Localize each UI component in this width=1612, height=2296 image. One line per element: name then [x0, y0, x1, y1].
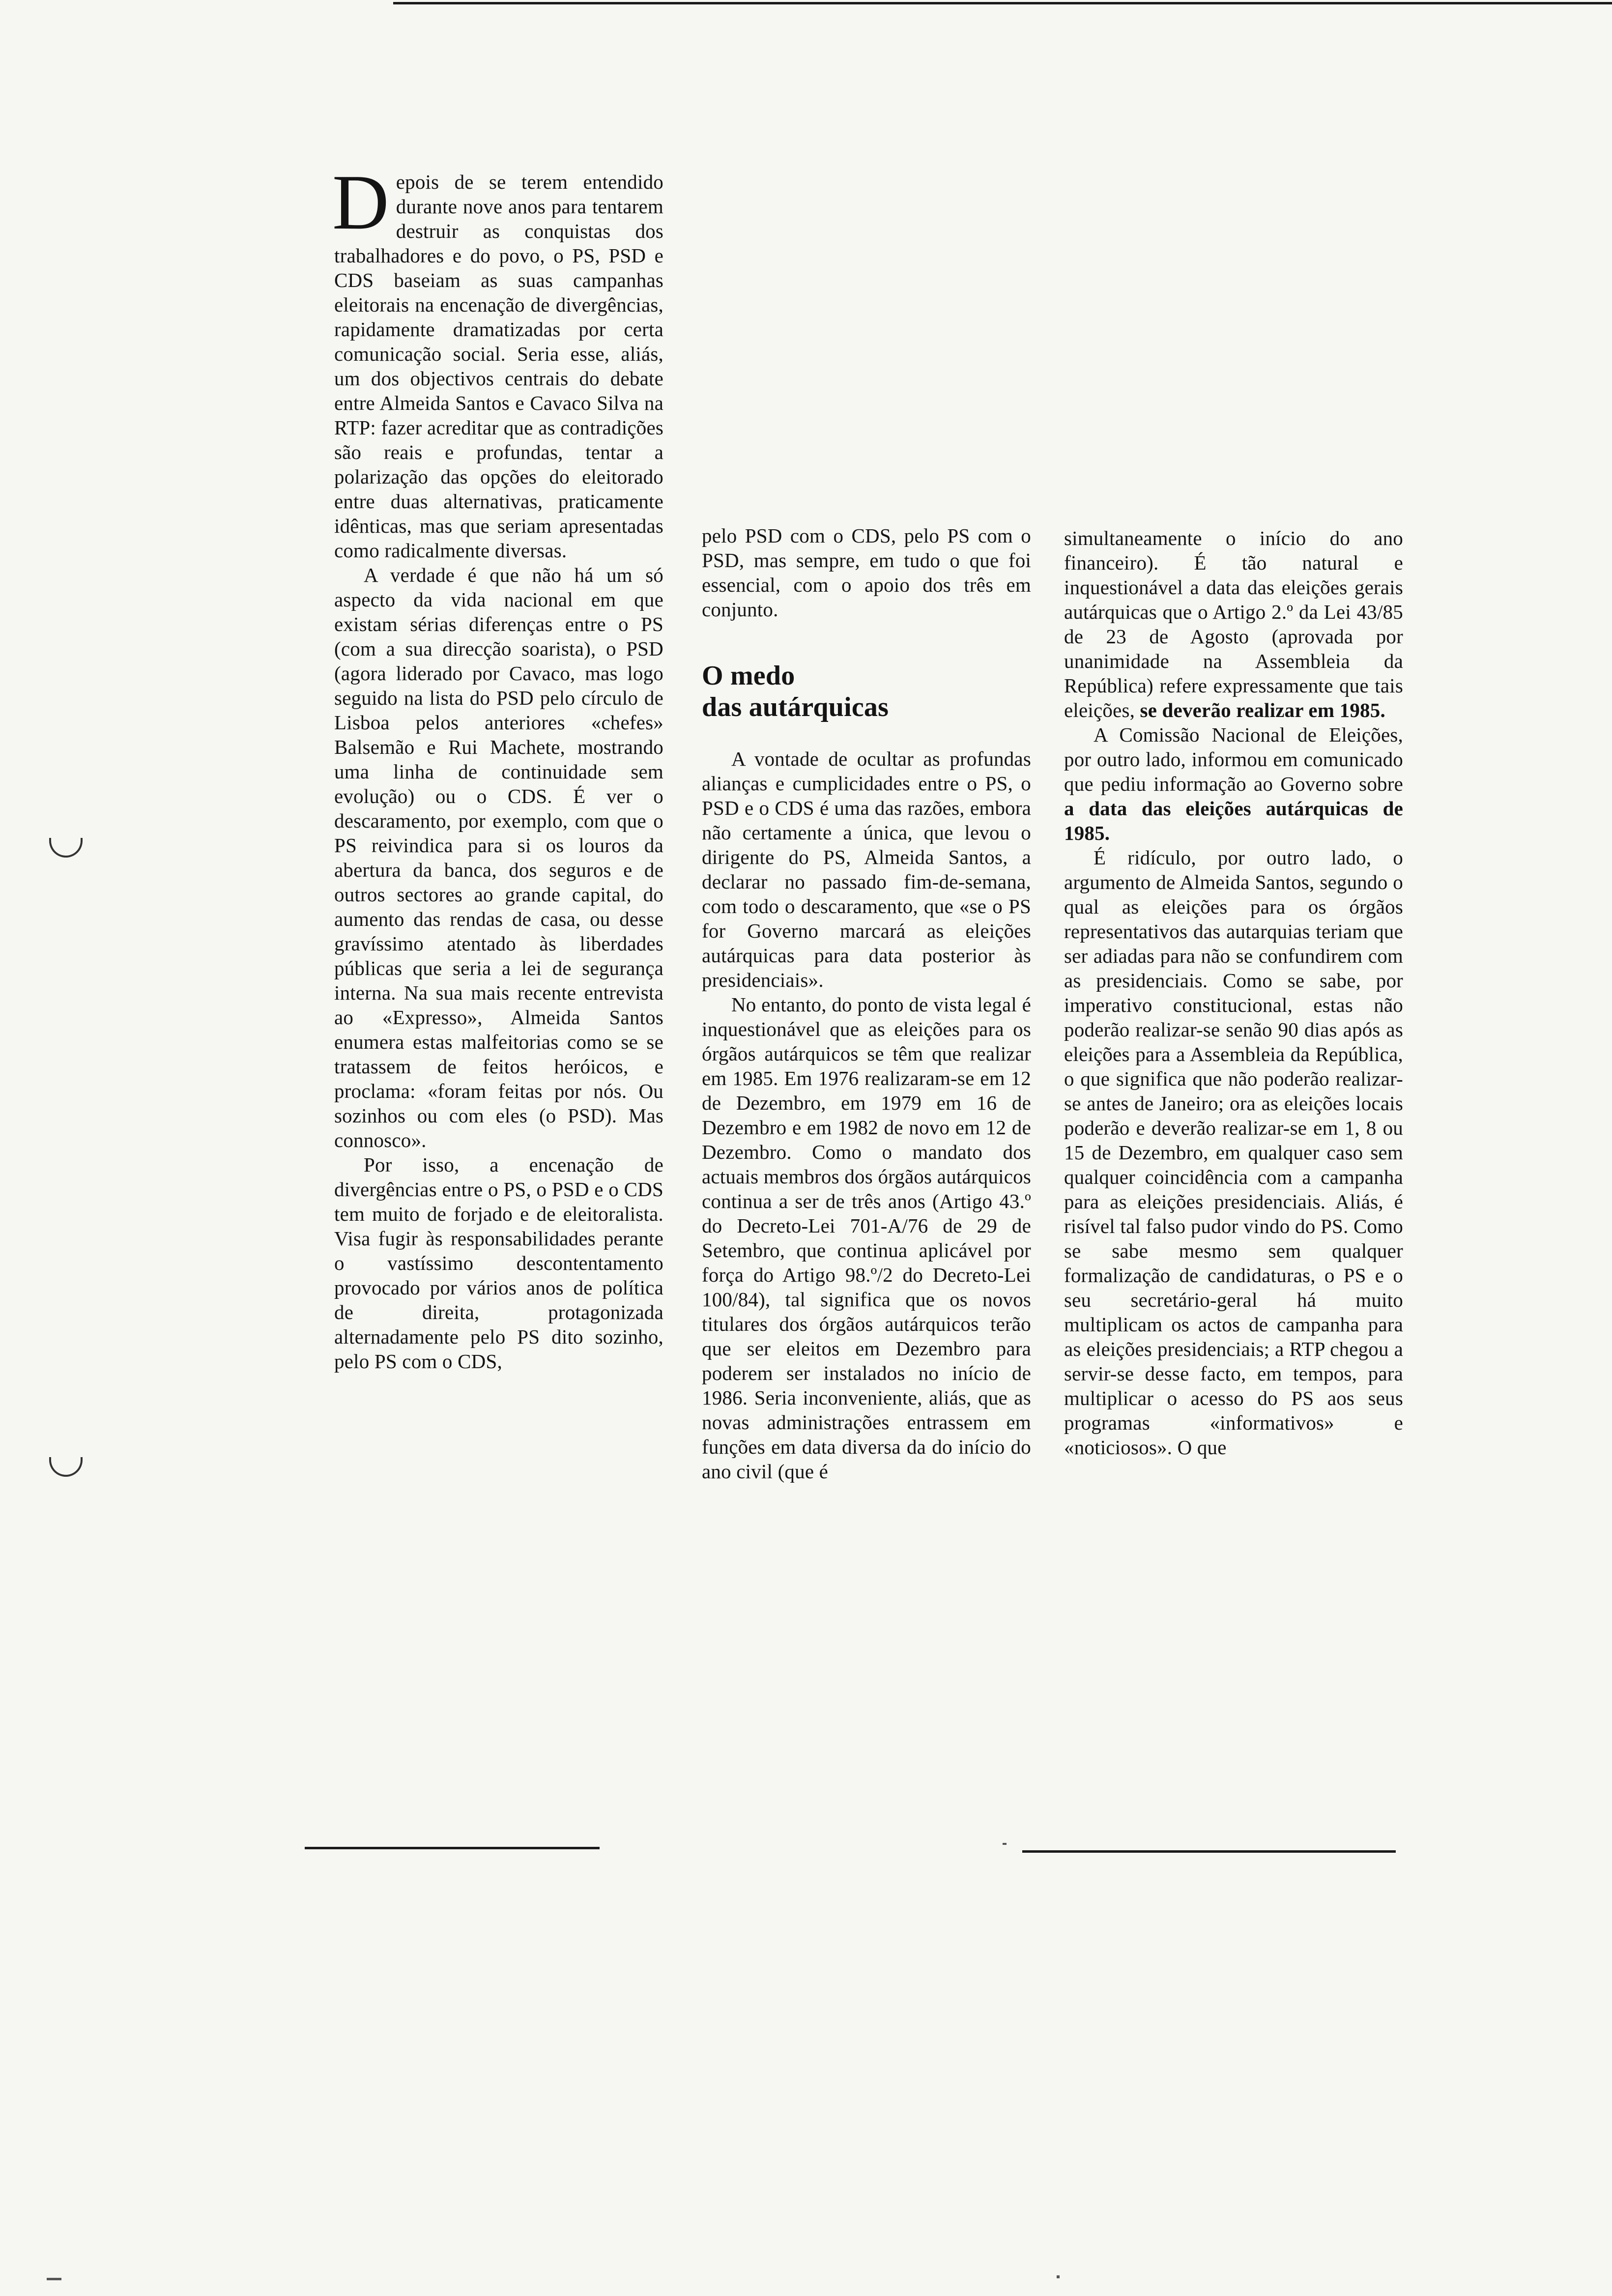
bold-text: se deverão realizar em 1985. [1140, 699, 1385, 721]
article-column-3 [1064, 526, 1403, 1460]
paragraph: É ridículo, por outro lado, o argumento de Almeida Santos, segundo o qual as eleições para os órgãos representativos das autarquias teriam que ser adiadas para não se confundirem com as presidenciais. Como se sabe, por imperativo constitucional, estas não poderão realizar-se senão 90 dias após as eleições para a Assembleia da República, o que significa que não poderão realizar-se antes de Janeiro; ora as eleições locais poderão e deverão realizar-se em 1, 8 ou 15 de Dezembro, em qualquer caso sem qualquer coincidência com a campanha para as eleições presidenciais. Aliás, é risível tal falso pudor vindo do PS. Como se sabe mesmo sem qualquer formalização de candidaturas, o PS e o seu secretário-geral há muito multiplicam os actos de campanha para as eleições presidenciais; a RTP chegou a servir-se desse facto, em tempos, para multiplicar o acesso do PS aos seus programas «informativos» e «noticiosos». O que [1064, 846, 1403, 1459]
section-heading-line: O medo [702, 660, 795, 691]
paragraph: A vontade de ocultar as profundas alianças e cumplicidades entre o PS, o PSD e o CDS é uma das razões, embora não certamente a única, que levou o dirigente do PS, Almeida Santos, a declarar no passado fim-de-semana, com todo o descaramento, que «se o PS for Governo marcará as eleições autárquicas para data posterior às presidenciais». [702, 747, 1031, 991]
paragraph [332, 158, 663, 563]
bold-text: a data das eleições autárquicas de 1985. [1064, 797, 1403, 844]
top-border-rule [393, 2, 1612, 4]
binder-hole-mark [49, 1457, 83, 1477]
drop-cap: D [332, 158, 389, 246]
paragraph: pelo PSD com o CDS, pelo PS com o PSD, mas sempre, em tudo o que foi essencial, com o apoio dos três em conjunto. [702, 524, 1031, 621]
scan-speck [1057, 2275, 1060, 2278]
binder-hole-mark [49, 838, 83, 858]
paragraph-text: simultaneamente o início do ano financeiro). É tão natural e inquestionável a data das eleições gerais autárquicas que o Artigo 2.º da Lei 43/85 de 23 de Agosto (aprovada por unanimidade na Assembleia da República) refere expressamente que tais eleições, [1064, 527, 1403, 721]
scan-speck [1003, 1843, 1007, 1845]
paragraph: Por isso, a encenação de divergências entre o PS, o PSD e o CDS tem muito de forjado e de eleitoralista. Visa fugir às responsabilidades perante o vastíssimo descontentamento provocado por vários anos de política de direita, protagonizada alternadamente pelo PS dito sozinho, pelo PS com o CDS, [334, 1153, 663, 1373]
article-column-2 [702, 523, 1031, 1484]
paragraph-text: A Comissão Nacional de Eleições, por outro lado, informou em comunicado que pediu informação ao Governo sobre [1064, 723, 1403, 795]
article-column-1 [332, 158, 663, 1374]
section-heading-line: das autárquicas [702, 692, 889, 722]
scan-speck [47, 2278, 61, 2280]
section-heading [702, 660, 1031, 723]
paragraph [1064, 722, 1403, 845]
paragraph [1064, 526, 1403, 722]
paragraph: No entanto, do ponto de vista legal é inquestionável que as eleições para os órgãos autárquicos se têm que realizar em 1985. Em 1976 realizaram-se em 12 de Dezembro, em 1979 em 16 de Dezembro e em 1982 de novo em 12 de Dezembro. Como o mandato dos actuais membros dos órgãos autárquicos continua a ser de três anos (Artigo 43.º do Decreto-Lei 701-A/76 de 29 de Setembro, que continua aplicável por força do Artigo 98.º/2 do Decreto-Lei 100/84), tal significa que os novos titulares dos órgãos autárquicos terão que ser eleitos em Dezembro para poderem ser instalados no início de 1986. Seria inconveniente, aliás, que as novas administrações entrassem em funções em data diversa da do início do ano civil (que é [702, 993, 1031, 1483]
column-end-rule [305, 1847, 600, 1849]
paragraph: A verdade é que não há um só aspecto da vida nacional em que existam sérias diferenças entre o PS (com a sua direcção soarista), o PSD (agora liderado por Cavaco, mas logo seguido na lista do PSD pelo círculo de Lisboa pelos anteriores «chefes» Balsemão e Rui Machete, mostrando uma linha de continuidade sem evolução) ou o CDS. É ver o descaramento, por exemplo, com que o PS reivindica para si os louros da abertura da banca, dos seguros e de outros sectores ao grande capital, do aumento das rendas de casa, ou desse gravíssimo atentado às liberdades públicas que seria a lei de segurança interna. Na sua mais recente entrevista ao «Expresso», Almeida Santos enumera estas malfeitorias como se se tratassem de feitos heróicos, e proclama: «foram feitas por nós. Ou sozinhos ou com eles (o PSD). Mas connosco». [334, 564, 663, 1151]
column-end-rule [1022, 1850, 1396, 1853]
paragraph-text: epois de se terem entendido durante nove anos para tentarem destruir as conquistas dos trabalhadores e do povo, o PS, PSD e CDS baseiam as suas campanhas eleitorais na encenação de divergências, rapidamente dramatizadas por certa comunicação social. Seria esse, aliás, um dos objectivos centrais do debate entre Almeida Santos e Cavaco Silva na RTP: fazer acreditar que as contradições são reais e profundas, tentar a polarização das opções do eleitorado entre duas alternativas, praticamente idênticas, mas que seriam apresentadas como radicalmente diversas. [334, 171, 663, 562]
